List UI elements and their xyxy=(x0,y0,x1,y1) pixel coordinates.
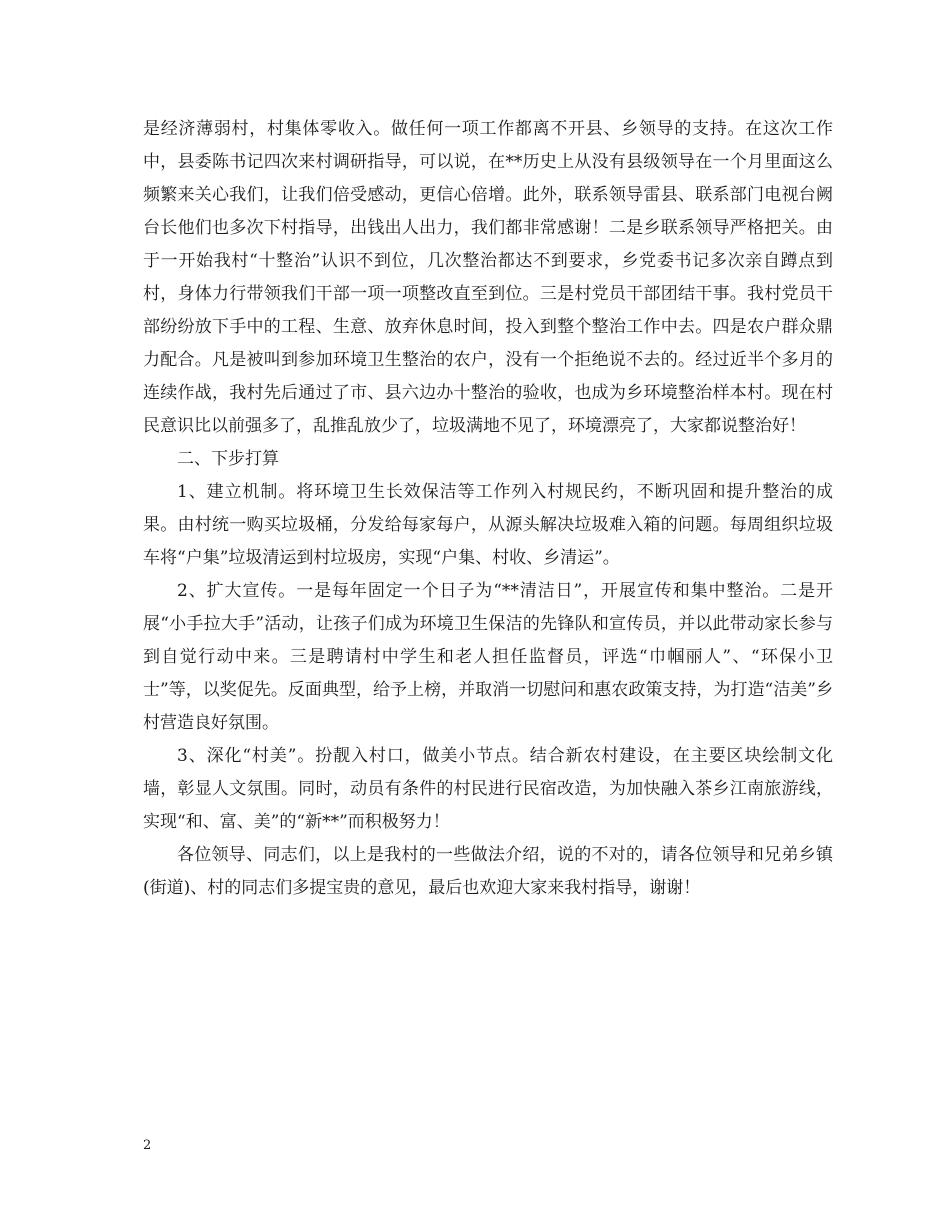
page-number: 2 xyxy=(143,1138,152,1153)
paragraph-closing: 各位领导、同志们，以上是我村的一些做法介绍，说的不对的，请各位领导和兄弟乡镇(街道)、村的同志们多提宝贵的意见，最后也欢迎大家来我村指导，谢谢！ xyxy=(143,845,833,898)
paragraph-continuation: 是经济薄弱村，村集体零收入。做任何一项工作都离不开县、乡领导的支持。在这次工作中，县委陈书记四次来村调研指导，可以说，在**历史上从没有县级领导在一个月里面这么频繁来关心我们，让我们倍受感动，更信心倍增。此外，联系领导雷县、联系部门电视台阙台长他们也多次下村指导，出钱出人出力，我们都非常感谢！二是乡联系领导严格把关。由于一开始我村“十整治”认识不到位，几次整治都达不到要求，乡党委书记多次亲自蹲点到村，身体力行带领我们干部一项一项整改直至到位。三是村党员干部团结干事。我村党员干部纷纷放下手中的工程、生意、放弃休息时间，投入到整个整治工作中去。四是农户群众鼎力配合。凡是被叫到参加环境卫生整治的农户，没有一个拒绝说不去的。经过近半个多月的连续作战，我村先后通过了市、县六边办十整治的验收，也成为乡环境整治样本村。现在村民意识比以前强多了，乱推乱放少了，垃圾满地不见了，环境漂亮了，大家都说整治好！ xyxy=(143,119,833,436)
section-heading-next-steps: 二、下步打算 xyxy=(177,449,279,469)
paragraph-deepen-village-beauty: 3、深化“村美”。扮靓入村口，做美小节点。结合新农村建设，在主要区块绘制文化墙，彰显人文氛围。同时，动员有条件的村民进行民宿改造，为加快融入茶乡江南旅游线，实现“和、富、美”的“新**”而积极努力！ xyxy=(143,746,833,832)
paragraph-establish-mechanism: 1、建立机制。将环境卫生长效保洁等工作列入村规民约，不断巩固和提升整治的成果。由村统一购买垃圾桶，分发给每家每户，从源头解决垃圾难入箱的问题。每周组织垃圾车将“户集”垃圾清运到村垃圾房，实现“户集、村收、乡清运”。 xyxy=(143,482,833,568)
paragraph-expand-publicity: 2、扩大宣传。一是每年固定一个日子为“**清洁日”，开展宣传和集中整治。二是开展“小手拉大手”活动，让孩子们成为环境卫生保洁的先锋队和宣传员，并以此带动家长参与到自觉行动中来。三是聘请村中学生和老人担任监督员，评选“巾帼丽人”、“环保小卫士”等，以奖促先。反面典型，给予上榜，并取消一切慰问和惠农政策支持，为打造“洁美”乡村营造良好氛围。 xyxy=(143,581,833,733)
document-body xyxy=(143,113,833,905)
